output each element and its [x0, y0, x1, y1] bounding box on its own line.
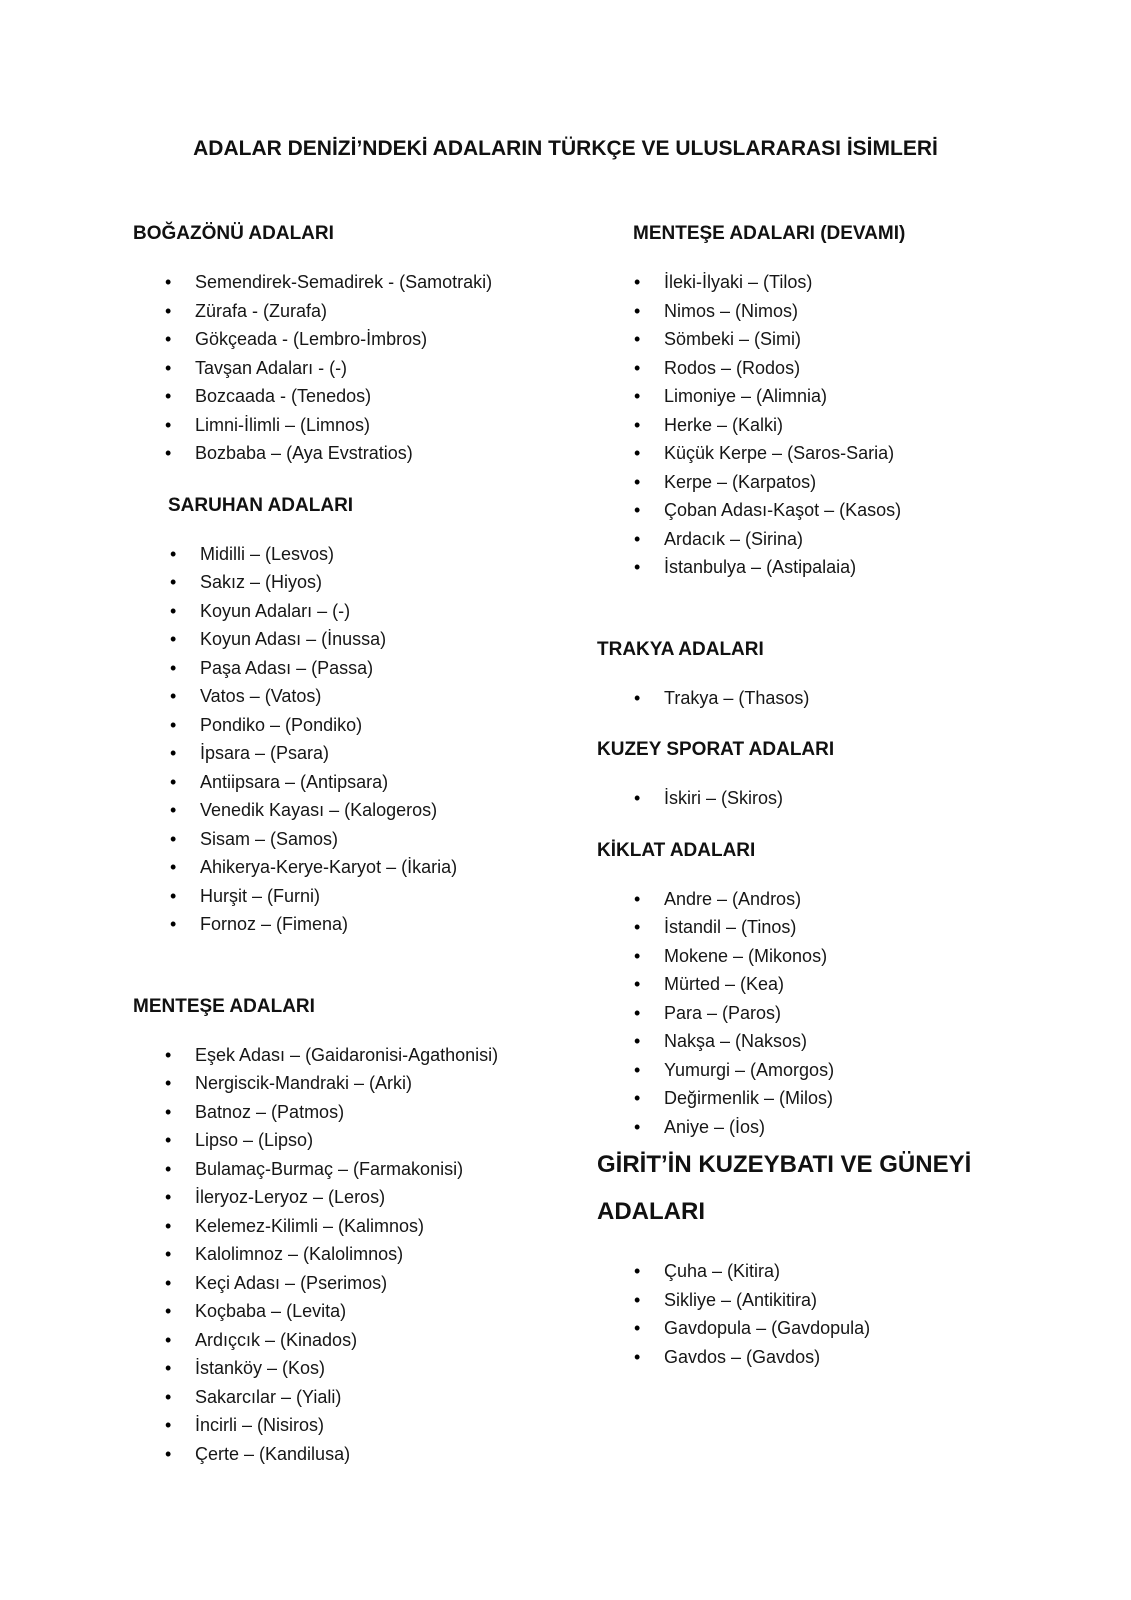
bullet-icon: • — [634, 917, 641, 937]
bullet-icon: • — [170, 857, 177, 877]
list-item — [133, 1155, 578, 1184]
section-heading: BOĞAZÖNÜ ADALARI — [133, 223, 334, 244]
island-name-pair: Küçük Kerpe – (Saros-Saria) — [664, 443, 895, 463]
island-name-pair: Herke – (Kalki) — [664, 414, 784, 435]
list-item — [138, 768, 578, 797]
bullet-icon: • — [634, 1261, 641, 1281]
island-name-pair: Koyun Adaları – (-) — [200, 600, 351, 621]
island-name-pair: Venedik Kayası – (Kalogeros) — [200, 800, 438, 820]
island-name-pair: Ardıçcık – (Kinados) — [195, 1329, 358, 1350]
island-list — [133, 268, 578, 468]
list-item — [138, 682, 578, 711]
list-item — [602, 325, 1042, 354]
bullet-icon: • — [165, 1215, 172, 1236]
bullet-icon: • — [634, 888, 641, 909]
bullet-icon: • — [170, 743, 177, 763]
list-item — [133, 354, 578, 383]
bullet-icon: • — [170, 828, 177, 849]
bullet-icon: • — [170, 629, 177, 649]
list-item — [138, 654, 578, 683]
island-name-pair: Gavdos – (Gavdos) — [664, 1346, 821, 1367]
list-item — [133, 1183, 578, 1212]
list-item — [602, 297, 1042, 326]
island-name-pair: Koyun Adası – (İnussa) — [200, 629, 387, 649]
bullet-icon: • — [165, 1101, 172, 1122]
bullet-icon: • — [634, 1002, 641, 1023]
bullet-icon: • — [170, 600, 177, 621]
bullet-icon: • — [165, 272, 172, 292]
island-name-pair: Semendirek-Semadirek - (Samotraki) — [195, 272, 493, 292]
bullet-icon: • — [634, 528, 641, 549]
island-list — [602, 784, 1042, 813]
island-name-pair: Bozcaada - (Tenedos) — [195, 386, 372, 406]
bullet-icon: • — [165, 1244, 172, 1264]
bullet-icon: • — [634, 788, 641, 808]
list-item — [602, 268, 1042, 297]
island-name-pair: Tavşan Adaları - (-) — [195, 357, 348, 378]
island-name-pair: Rodos – (Rodos) — [664, 357, 801, 378]
island-name-pair: Midilli – (Lesvos) — [200, 543, 335, 564]
island-name-pair: Eşek Adası – (Gaidaronisi-Agathonisi) — [195, 1044, 499, 1065]
island-name-pair: Gökçeada - (Lembro-İmbros) — [195, 329, 428, 349]
list-item — [138, 882, 578, 911]
bullet-icon: • — [634, 1116, 641, 1137]
bullet-icon: • — [634, 386, 641, 406]
bullet-icon: • — [634, 272, 641, 292]
island-name-pair: Mokene – (Mikonos) — [664, 945, 828, 966]
list-item — [133, 1383, 578, 1412]
document-title: ADALAR DENİZİ’NDEKİ ADALARIN TÜRKÇE VE ULUSLARARASI İSİMLERİ — [193, 137, 938, 160]
bullet-icon: • — [634, 357, 641, 378]
island-name-pair: Para – (Paros) — [664, 1002, 782, 1023]
island-name-pair: Fornoz – (Fimena) — [200, 914, 349, 934]
list-item — [133, 1212, 578, 1241]
bullet-icon: • — [170, 686, 177, 706]
bullet-icon: • — [170, 714, 177, 735]
island-name-pair: Bulamaç-Burmaç – (Farmakonisi) — [195, 1158, 464, 1179]
bullet-icon: • — [165, 1187, 172, 1207]
island-name-pair: İpsara – (Psara) — [200, 743, 330, 763]
list-item — [602, 1343, 1042, 1372]
list-item — [133, 1069, 578, 1098]
island-name-pair: Koçbaba – (Levita) — [195, 1301, 347, 1321]
bullet-icon: • — [165, 386, 172, 406]
island-name-pair: İncirli – (Nisiros) — [195, 1415, 325, 1435]
bullet-icon: • — [165, 1329, 172, 1350]
list-item — [133, 439, 578, 468]
island-name-pair: Çerte – (Kandilusa) — [195, 1443, 351, 1464]
bullet-icon: • — [634, 687, 641, 708]
island-name-pair: Paşa Adası – (Passa) — [200, 657, 374, 678]
bullet-icon: • — [165, 1044, 172, 1065]
list-item — [138, 910, 578, 939]
list-item — [602, 354, 1042, 383]
section-heading: KUZEY SPORAT ADALARI — [597, 739, 835, 760]
list-item — [133, 297, 578, 326]
island-name-pair: Yumurgi – (Amorgos) — [664, 1059, 835, 1080]
bullet-icon: • — [165, 1443, 172, 1464]
island-list — [602, 268, 1042, 582]
section-heading: MENTEŞE ADALARI — [133, 995, 315, 1017]
list-item — [602, 439, 1042, 468]
island-name-pair: Andre – (Andros) — [664, 888, 802, 909]
bullet-icon: • — [634, 329, 641, 349]
list-item — [138, 540, 578, 569]
list-item — [133, 268, 578, 297]
section-heading: MENTEŞE ADALARI (DEVAMI) — [633, 223, 906, 244]
bullet-icon: • — [165, 1158, 172, 1179]
bullet-icon: • — [170, 885, 177, 906]
list-item — [602, 999, 1042, 1028]
section-heading: TRAKYA ADALARI — [597, 638, 764, 660]
island-name-pair: Vatos – (Vatos) — [200, 686, 322, 706]
bullet-icon: • — [165, 1301, 172, 1321]
bullet-icon: • — [170, 800, 177, 820]
island-name-pair: Kerpe – (Karpatos) — [664, 471, 817, 492]
island-name-pair: Nakşa – (Naksos) — [664, 1031, 808, 1051]
island-name-pair: Zürafa - (Zurafa) — [195, 300, 328, 321]
island-name-pair: Limni-İlimli – (Limnos) — [195, 414, 371, 435]
island-name-pair: Limoniye – (Alimnia) — [664, 386, 828, 406]
section-heading: GİRİT’İN KUZEYBATI VE GÜNEYİ ADALARI — [597, 1151, 972, 1225]
bullet-icon: • — [170, 914, 177, 934]
list-item — [133, 1326, 578, 1355]
list-item — [602, 1027, 1042, 1056]
island-name-pair: Nergiscik-Mandraki – (Arki) — [195, 1073, 413, 1093]
island-name-pair: Lipso – (Lipso) — [195, 1130, 314, 1150]
list-item — [133, 1411, 578, 1440]
list-item — [602, 1257, 1042, 1286]
bullet-icon: • — [634, 414, 641, 435]
island-name-pair: İstanköy – (Kos) — [195, 1358, 326, 1378]
list-item — [133, 1240, 578, 1269]
bullet-icon: • — [634, 557, 641, 577]
bullet-icon: • — [165, 443, 172, 463]
island-name-pair: Trakya – (Thasos) — [664, 687, 810, 708]
bullet-icon: • — [634, 1318, 641, 1338]
list-item — [602, 1314, 1042, 1343]
section-heading: KİKLAT ADALARI — [597, 839, 756, 861]
list-item — [602, 970, 1042, 999]
island-list — [602, 684, 1042, 713]
list-item — [602, 1084, 1042, 1113]
list-item — [602, 468, 1042, 497]
bullet-icon: • — [170, 657, 177, 678]
island-name-pair: İstanbulya – (Astipalaia) — [664, 557, 857, 577]
bullet-icon: • — [165, 414, 172, 435]
list-item — [602, 913, 1042, 942]
list-item — [138, 825, 578, 854]
left-column — [133, 222, 578, 1468]
list-item — [602, 1113, 1042, 1142]
list-item — [602, 525, 1042, 554]
list-item — [138, 796, 578, 825]
bullet-icon: • — [634, 974, 641, 994]
island-name-pair: Çoban Adası-Kaşot – (Kasos) — [664, 500, 902, 520]
island-name-pair: Çuha – (Kitira) — [664, 1261, 781, 1281]
list-item — [602, 784, 1042, 813]
island-name-pair: İleki-İlyaki – (Tilos) — [664, 272, 813, 292]
island-name-pair: Sömbeki – (Simi) — [664, 329, 802, 349]
bullet-icon: • — [634, 300, 641, 321]
list-item — [133, 1041, 578, 1070]
island-name-pair: İstandil – (Tinos) — [664, 917, 797, 937]
bullet-icon: • — [165, 357, 172, 378]
bullet-icon: • — [634, 1088, 641, 1108]
list-item — [602, 553, 1042, 582]
island-name-pair: Değirmenlik – (Milos) — [664, 1088, 834, 1108]
bullet-icon: • — [165, 1358, 172, 1378]
island-name-pair: Batnoz – (Patmos) — [195, 1101, 345, 1122]
bullet-icon: • — [170, 572, 177, 592]
bullet-icon: • — [165, 329, 172, 349]
bullet-icon: • — [170, 771, 177, 792]
list-item — [133, 1354, 578, 1383]
island-name-pair: Ahikerya-Kerye-Karyot – (İkaria) — [200, 857, 458, 877]
bullet-icon: • — [165, 300, 172, 321]
island-name-pair: Sakız – (Hiyos) — [200, 572, 323, 592]
bullet-icon: • — [634, 1289, 641, 1310]
list-item — [602, 1286, 1042, 1315]
island-name-pair: Nimos – (Nimos) — [664, 300, 799, 321]
list-item — [133, 382, 578, 411]
bullet-icon: • — [165, 1130, 172, 1150]
island-name-pair: Mürted – (Kea) — [664, 974, 785, 994]
list-item — [602, 942, 1042, 971]
bullet-icon: • — [634, 945, 641, 966]
island-name-pair: Kelemez-Kilimli – (Kalimnos) — [195, 1215, 425, 1236]
list-item — [133, 1269, 578, 1298]
list-item — [133, 325, 578, 354]
list-item — [138, 568, 578, 597]
list-item — [133, 1297, 578, 1326]
list-item — [138, 711, 578, 740]
bullet-icon: • — [634, 1346, 641, 1367]
island-name-pair: İleryoz-Leryoz – (Leros) — [195, 1187, 386, 1207]
bullet-icon: • — [634, 1059, 641, 1080]
bullet-icon: • — [634, 1031, 641, 1051]
list-item — [602, 411, 1042, 440]
list-item — [133, 1440, 578, 1469]
list-item — [138, 625, 578, 654]
bullet-icon: • — [634, 500, 641, 520]
bullet-icon: • — [634, 471, 641, 492]
island-name-pair: Keçi Adası – (Pserimos) — [195, 1272, 388, 1293]
island-name-pair: Hurşit – (Furni) — [200, 885, 321, 906]
list-item — [138, 853, 578, 882]
island-name-pair: Sakarcılar – (Yiali) — [195, 1386, 342, 1407]
bullet-icon: • — [170, 543, 177, 564]
bullet-icon: • — [165, 1073, 172, 1093]
island-list — [602, 885, 1042, 1142]
island-name-pair: Kalolimnoz – (Kalolimnos) — [195, 1244, 404, 1264]
list-item — [133, 1126, 578, 1155]
island-name-pair: Sikliye – (Antikitira) — [664, 1289, 818, 1310]
bullet-icon: • — [634, 443, 641, 463]
island-name-pair: Antiipsara – (Antipsara) — [200, 771, 389, 792]
list-item — [602, 1056, 1042, 1085]
island-list — [133, 1041, 578, 1469]
island-name-pair: Aniye – (İos) — [664, 1116, 766, 1137]
list-item — [138, 739, 578, 768]
island-name-pair: İskiri – (Skiros) — [664, 788, 784, 808]
bullet-icon: • — [165, 1272, 172, 1293]
right-column — [597, 222, 1042, 1371]
list-item — [602, 382, 1042, 411]
list-item — [602, 684, 1042, 713]
island-name-pair: Ardacık – (Sirina) — [664, 528, 804, 549]
island-name-pair: Bozbaba – (Aya Evstratios) — [195, 443, 413, 463]
island-name-pair: Sisam – (Samos) — [200, 828, 339, 849]
island-name-pair: Pondiko – (Pondiko) — [200, 714, 363, 735]
section-heading: SARUHAN ADALARI — [168, 494, 354, 516]
list-item — [133, 411, 578, 440]
island-list — [138, 540, 578, 939]
list-item — [602, 885, 1042, 914]
bullet-icon: • — [165, 1386, 172, 1407]
island-name-pair: Gavdopula – (Gavdopula) — [664, 1318, 871, 1338]
list-item — [133, 1098, 578, 1127]
list-item — [138, 597, 578, 626]
bullet-icon: • — [165, 1415, 172, 1435]
island-list — [602, 1257, 1042, 1371]
list-item — [602, 496, 1042, 525]
